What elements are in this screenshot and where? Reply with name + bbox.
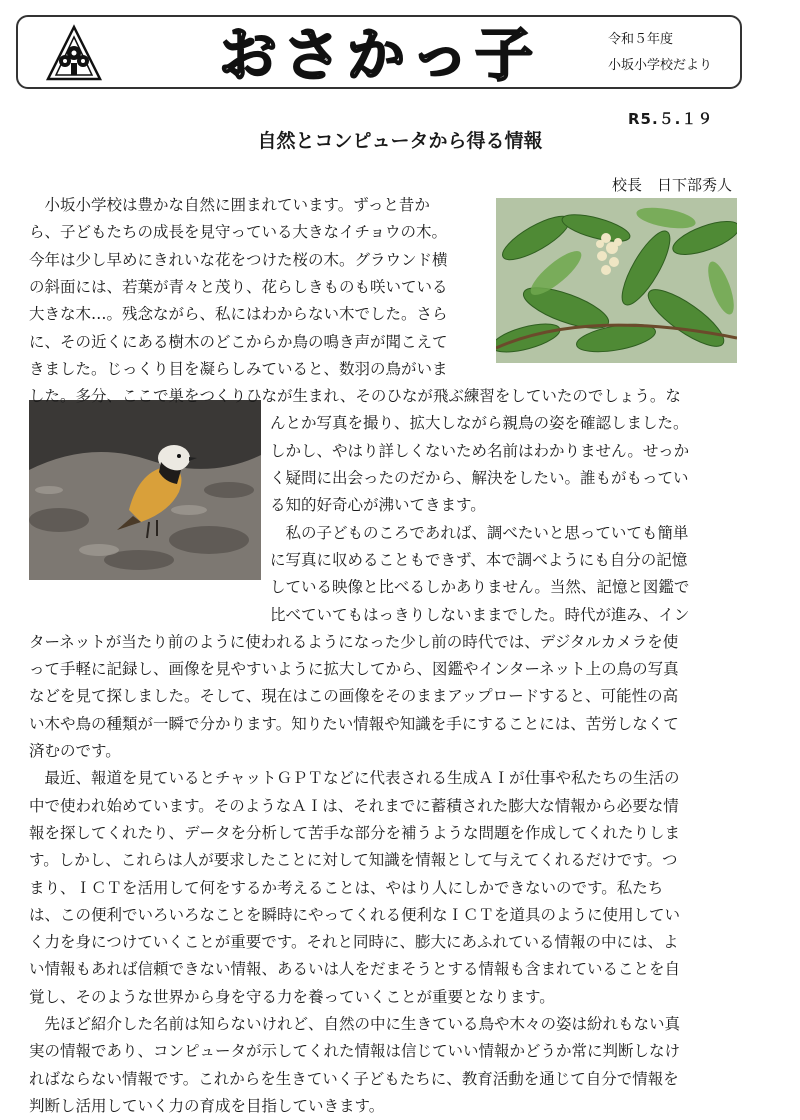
body-line: す。しかし、これらは人が要求したことに対して知識を情報として与えてくれるだけです。つ <box>29 851 678 870</box>
body-line: 報を探してくれたり、データを分析して苦手な部分を補うような問題を作成してくれたりしま <box>29 823 681 842</box>
newsletter-name: 小坂小学校だより <box>608 58 713 73</box>
body-line: い木や鳥の種類が一瞬で分かります。知りたい情報や知識を手にすることには、苦労しなくて <box>29 714 679 733</box>
body-line: しかし、やはり詳しくないため名前はわかりません。せっか <box>270 441 690 460</box>
tree-leaves-photo <box>496 198 737 363</box>
body-line: い情報もあれば信頼できない情報、あるいは人をだまそうとする情報も含まれていることを自 <box>29 960 681 979</box>
body-line: く力を身につけていくことが重要です。それと同時に、膨大にあふれている情報の中には、よ <box>29 933 679 952</box>
body-line: 覚し、そのような世界から身を守る力を養っていくことが重要となります。 <box>29 987 555 1006</box>
body-line: って手軽に記録し、画像を見やすいように拡大してから、図鑑やインターネット上の鳥の写真 <box>29 660 679 679</box>
body-line: 小坂小学校は豊かな自然に囲まれています。ずっと昔か <box>29 196 430 214</box>
masthead-banner <box>16 15 742 89</box>
body-line: 比べていてもはっきりしないままでした。時代が進み、イン <box>270 605 690 624</box>
body-line: した。多分、ここで巣をつくりひなが生まれ、そのひなが飛ぶ練習をしていたのでしょう。な <box>29 387 681 406</box>
issue-date: R5.５.１９ <box>628 110 714 128</box>
body-line: きました。じっくり目を凝らしみていると、数羽の鳥がいま <box>29 359 448 378</box>
article-author: 校長 日下部秀人 <box>612 176 733 194</box>
bird-photo <box>29 400 261 580</box>
body-line: んとか写真を撮り、拡大しながら親鳥の姿を確認しました。 <box>270 414 689 433</box>
body-line: の斜面には、若葉が青々と茂り、花らしきものも咲いている <box>29 277 448 296</box>
header-info <box>608 27 712 79</box>
body-line: く疑問に出会ったのだから、解決をしたい。誰もがもってい <box>270 469 689 487</box>
body-line: ればならない情報です。これからを生きていく子どもたちに、教育活動を通じて自分で情報を <box>29 1069 679 1088</box>
masthead-title-text: おさかっ子 <box>218 23 540 83</box>
body-line: 判断し活用していく力の育成を目指していきます。 <box>29 1096 385 1115</box>
body-line: ターネットが当たり前のように使われるようになった少し前の時代では、デジタルカメラを使 <box>29 632 679 651</box>
body-line: 済むのです。 <box>29 742 121 760</box>
body-line: まり、ＩＣＴを活用して何をするか考えることは、やはり人にしかできないのです。私たち <box>29 878 664 897</box>
body-line: 今年は少し早めにきれいな花をつけた桜の木。グラウンド横 <box>29 250 448 269</box>
body-line: 最近、報道を見ているとチャットＧＰＴなどに代表される生成ＡＩが仕事や私たちの生活の <box>29 769 680 788</box>
body-line: る知的好奇心が沸いてきます。 <box>270 496 486 515</box>
masthead-title <box>164 23 594 83</box>
body-line: は、この便利でいろいろなことを瞬時にやってくれる便利なＩＣＴを道具のように使用してい <box>29 905 681 924</box>
article-title: 自然とコンピュータから得る情報 <box>257 130 543 152</box>
school-emblem-icon <box>44 23 104 83</box>
body-line: 大きな木…。残念ながら、私にはわからない木でした。さら <box>29 305 448 324</box>
school-year: 令和５年度 <box>608 32 674 47</box>
body-line: 中で使われ始めています。そのようなＡＩは、それまでに蓄積された膨大な情報から必要な情 <box>29 796 679 815</box>
body-line: などを見て探しました。そして、現在はこの画像をそのままアップロードすると、可能性の高 <box>29 687 679 706</box>
body-line: している映像と比べるしかありません。当然、記憶と図鑑で <box>270 578 690 597</box>
body-line: ら、子どもたちの成長を見守っている大きなイチョウの木。 <box>29 223 448 242</box>
body-line: 私の子どものころであれば、調べたいと思っていても簡単 <box>270 523 689 542</box>
body-line: 先ほど紹介した名前は知らないけれど、自然の中に生きている鳥や木々の姿は紛れもない真 <box>29 1015 681 1033</box>
body-line: に、その近くにある樹木のどこからか鳥の鳴き声が聞こえて <box>29 332 448 351</box>
body-line: 実の情報であり、コンピュータが示してくれた情報は信じていい情報かどうか常に判断しなけ <box>29 1042 681 1061</box>
body-line: に写真に収めることもできず、本で調べようにも自分の記憶 <box>270 550 688 569</box>
